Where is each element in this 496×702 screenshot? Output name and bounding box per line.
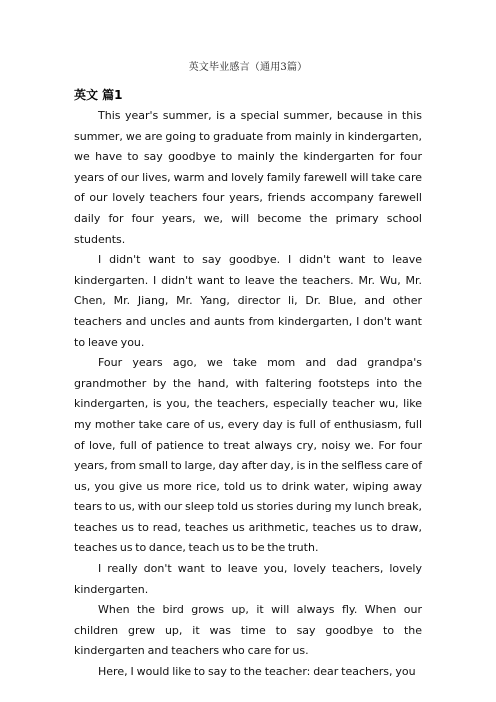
paragraph: I really don't want to leave you, lovely teachers, lovely kindergarten. [74, 562, 422, 596]
paragraph: When the bird grows up, it will always fly. When our children grew up, it was time to say goodbye to the kindergarten and teachers who care for us. [74, 603, 422, 658]
section-heading: 英文 篇1 [74, 88, 123, 102]
document-title: 英文毕业感言（通用3篇） [188, 62, 308, 73]
paragraph: Four years ago, we take mom and dad grandpa's grandmother by the hand, with faltering footsteps into the kindergarten, is you, the teachers, especially teacher wu, like my mother take care of us, every day is full of enthusiasm, full of love, full of patience to treat always cry, noisy we. For four years, from small to large, day after day, is in the selfless care of us, you give us more rice, told us to drink water, wiping away tears to us, with our sleep told us stories during my lunch break, teaches us to read, teaches us arithmetic, teaches us to draw, teaches us to dance, teach us to be the truth. [74, 356, 422, 555]
document-body [74, 106, 422, 683]
paragraph: I didn't want to say goodbye. I didn't want to leave kindergarten. I didn't want to leave the teachers. Mr. Wu, Mr. Chen, Mr. Jiang, Mr. Yang, director li, Dr. Blue, and other teachers and uncles and aunts from kindergarten, I don't want to leave you. [74, 253, 422, 349]
paragraph: Here, I would like to say to the teacher: dear teachers, you [98, 665, 416, 679]
paragraph: This year's summer, is a special summer, because in this summer, we are going to graduate from mainly in kindergarten, we have to say goodbye to mainly the kindergarten for four years of our lives, warm and lovely family farewell will take care of our lovely teachers four years, friends accompany farewell daily for four years, we, will become the primary school students. [74, 109, 422, 246]
